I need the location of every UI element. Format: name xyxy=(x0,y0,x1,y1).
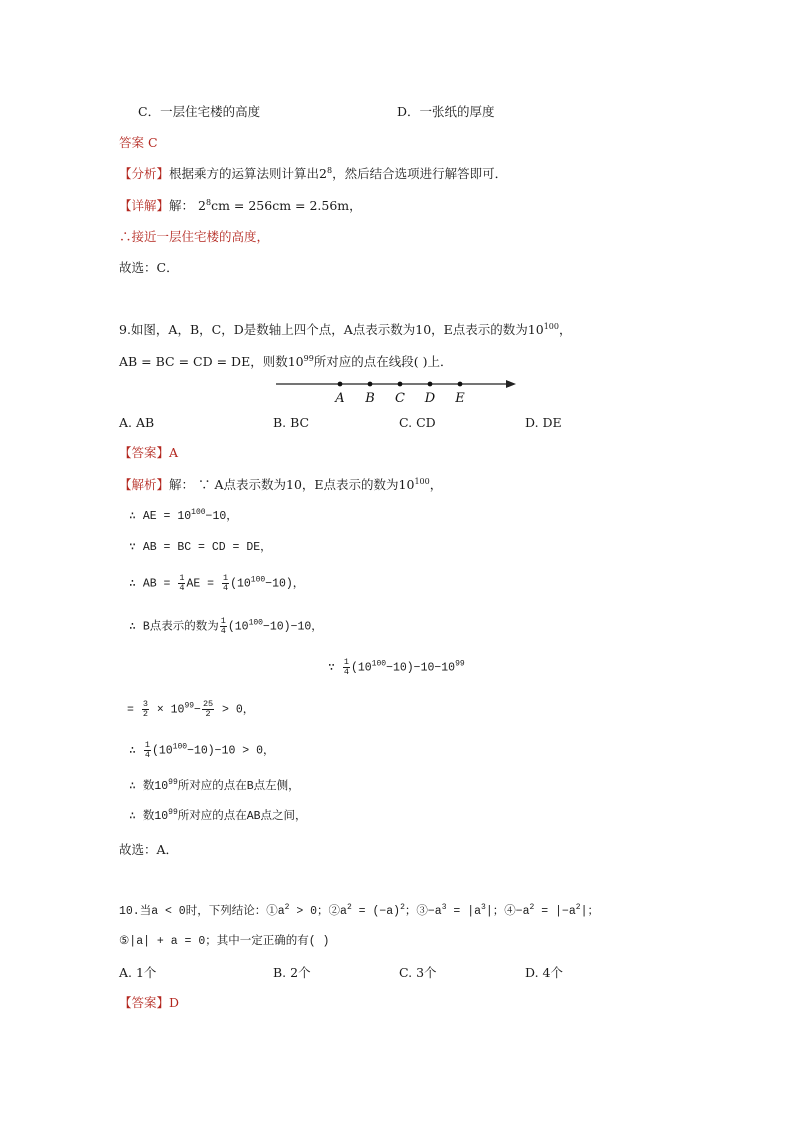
fraction: $\frac{1}{4}$ xyxy=(144,740,150,760)
q8-answer: 答案 C xyxy=(119,135,158,150)
q9-stem-line1: 9.如图，A，B，C，D是数轴上四个点，A点表示数为10，E点表示的数为$10^{100}$， xyxy=(119,322,572,337)
q8-conclusion: ∴接近一层住宅楼的高度， xyxy=(119,229,270,244)
q10-stem-line2: ⑤|a| + a = 0；其中一定正确的有( ) xyxy=(119,935,330,948)
number-line-label-e: E xyxy=(455,391,465,406)
explain-tag: 【解析】 xyxy=(119,477,170,492)
q9-option-c: C. CD xyxy=(399,415,436,430)
q9-step-2: ∵ AB = BC = CD = DE， xyxy=(129,541,272,554)
q9-option-d: D. DE xyxy=(525,415,562,430)
fraction: $\frac{3}{2}$ xyxy=(142,699,148,719)
analysis-tag: 【分析】 xyxy=(119,166,170,181)
q10-option-b: B. 2个 xyxy=(273,965,311,980)
fraction: $\frac{25}{2}$ xyxy=(202,699,214,719)
q9-stem-line2: AB = BC = CD = DE，则数$10^{99}$所对应的点在线段( )上． xyxy=(119,354,453,369)
q9-step-6: = $\frac{3}{2}$ × $10^{99}-$ $\frac{25}{2}$ > 0， xyxy=(127,699,255,719)
q10-option-d: D. 4个 xyxy=(525,965,563,980)
q8-choice: 故选：C． xyxy=(119,260,179,275)
number-line-point-c xyxy=(398,382,403,387)
q8-option-c: C．一层住宅楼的高度 xyxy=(138,104,261,119)
q10-option-c: C. 3个 xyxy=(399,965,437,980)
q10-answer: 【答案】D xyxy=(119,995,180,1010)
number-line-point-d xyxy=(428,382,433,387)
q10-stem-line1: 10.当a < 0时，下列结论：$①a^2 > 0$；$②a^2 = (-a)^2$；$③-a^3 = |a^3|$；$④-a^2 = |-a^2|$； xyxy=(119,903,599,918)
detail-tag: 【详解】 xyxy=(119,198,170,213)
q9-step-8: ∴ 数$10^{99}$所对应的点在B点左侧， xyxy=(129,778,300,793)
fraction: $\frac{1}{4}$ xyxy=(179,573,185,593)
q9-step-5: ∵ $\frac{1}{4}$ $(10^{100}-10)-10-10^{99}$ xyxy=(328,657,465,677)
number-line-arrow-icon xyxy=(506,380,516,388)
q9-step-1: ∴ AE = $10^{100}-10$， xyxy=(129,508,238,523)
q10-option-a: A. 1个 xyxy=(119,965,157,980)
q9-step-4: ∴ B点表示的数为 $\frac{1}{4}$ $(10^{100}-10)-10$， xyxy=(129,616,323,636)
q9-step-3: ∴ AB = $\frac{1}{4}$ AE = $\frac{1}{4}$ $(10^{100}-10)$， xyxy=(129,573,305,593)
q9-answer: 【答案】A xyxy=(119,445,179,460)
number-line-label-d: D xyxy=(424,391,436,406)
number-line-label-a: A xyxy=(335,391,345,406)
q9-option-b: B. BC xyxy=(273,415,310,430)
number-line-point-e xyxy=(458,382,463,387)
fraction: $\frac{1}{4}$ xyxy=(220,616,226,636)
number-line-point-a xyxy=(338,382,343,387)
q8-detail: 【详解】解： $2^8cm = 256cm = 2.56m$， xyxy=(119,198,362,213)
number-line-point-b xyxy=(368,382,373,387)
q9-option-a: A. AB xyxy=(119,415,155,430)
q9-step-7: ∴ $\frac{1}{4}$ $(10^{100}-10)-10 > 0$， xyxy=(129,740,275,760)
number-line xyxy=(270,374,530,410)
fraction: $\frac{1}{4}$ xyxy=(343,657,349,677)
q9-explain: 【解析】解： ∵ A点表示数为10，E点表示的数为$10^{100}$， xyxy=(119,477,443,492)
q8-option-d: D．一张纸的厚度 xyxy=(397,104,495,119)
number-line-label-b: B xyxy=(365,391,375,406)
number-line-label-c: C xyxy=(395,391,405,406)
q8-analysis: 【分析】根据乘方的运算法则计算出$2^8$，然后结合选项进行解答即可． xyxy=(119,166,508,181)
fraction: $\frac{1}{4}$ xyxy=(222,573,229,593)
q9-choice: 故选：A． xyxy=(119,842,179,857)
q9-step-9: ∴ 数$10^{99}$所对应的点在AB点之间， xyxy=(129,808,307,823)
